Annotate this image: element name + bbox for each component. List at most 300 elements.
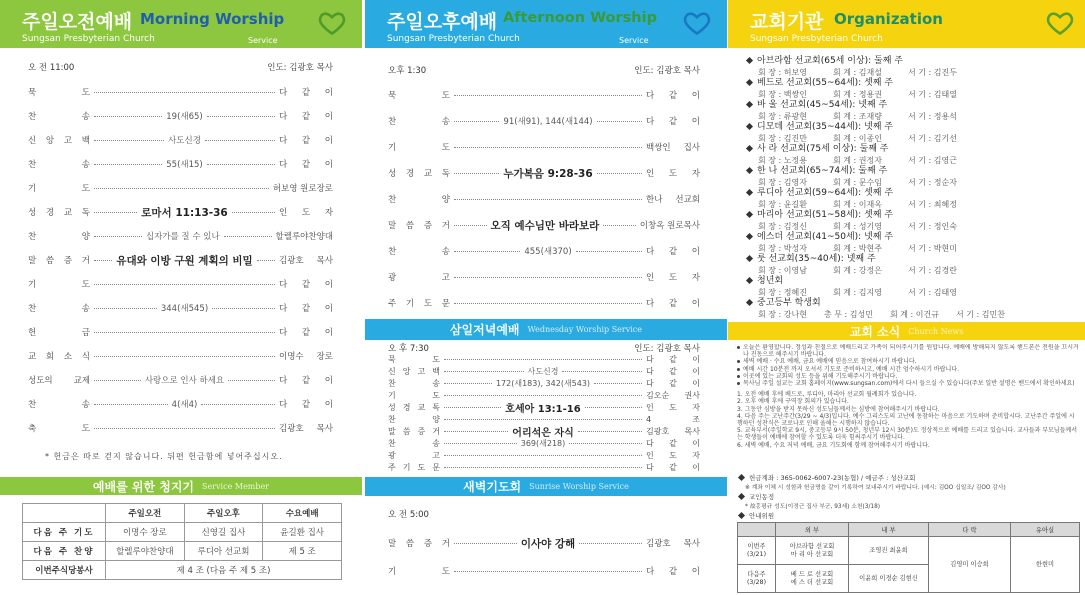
row-leader: 다 같 이 (646, 299, 700, 309)
wednesday-order-of-service (388, 353, 700, 473)
bullet-icon (737, 346, 740, 349)
program-row (388, 557, 700, 585)
program-row (388, 108, 700, 134)
dot-leader (444, 395, 642, 396)
diamond-icon (746, 144, 753, 151)
ushers-table (737, 522, 1080, 593)
row-leader: 다 같 이 (279, 160, 334, 170)
row-label: 신 앙 고 백 (28, 136, 90, 146)
dot-leader (94, 116, 162, 117)
officer: 회 계 : 조재량 (833, 112, 882, 121)
program-row (28, 176, 333, 200)
row-item: 55(새15) (166, 160, 203, 170)
offering-account-label: 헌금계좌 : 365-0062-6007-23(농협) / 예금주 : 성산교회 (749, 474, 916, 482)
afternoon-time: 오후 1:30 (388, 66, 427, 76)
news-numbered-item: 5. 교육부서(주일학교 9시, 중고등부 9시 50분, 청년부 12시 30분)도 정상적으로 예배를 드리고 있습니다. 교사들과 부모님들께서는 학생들이 예배에 참여할 수 있도록 더욱 힘써주시기 바랍니다. (737, 427, 1077, 442)
dot-leader (444, 455, 642, 456)
stewards-table (22, 503, 342, 580)
officer: 서 기 : 김기선 (908, 134, 957, 143)
officer: 회 계 : 성기영 (833, 222, 882, 231)
officer: 회 계 : 권정자 (833, 156, 882, 165)
table-cell: 루디아 선교회 (184, 542, 263, 561)
group-name: 마리아 선교회(51~58세): 셋째 주 (757, 210, 894, 220)
row-label: 찬 양 (388, 414, 440, 424)
dot-leader (585, 407, 642, 408)
row-leader: 다 같 이 (646, 117, 701, 127)
table-cell: 제 5 조 (263, 542, 342, 561)
program-row (388, 401, 700, 413)
program-row (28, 104, 333, 128)
table-header-row (23, 504, 342, 523)
dot-leader (94, 404, 168, 405)
dot-leader (444, 407, 501, 408)
officer: 회 계 : 이건규 (890, 310, 939, 319)
dot-leader (94, 92, 275, 93)
row-label: 찬 송 (388, 117, 450, 127)
program-row (388, 449, 700, 461)
row-leader: 김광호 목사 (279, 256, 333, 266)
news-numbered-item: 4. 다음 주는 고난주간(3/29 ~ 4/3)입니다. 예수 그리스도의 고난에 동참하는 마음으로 기도하며 준비합시다. 고난주간 주일에 시행하던 성찬식은 코로나로 인해 올해는 시행하지 않습니다. (737, 412, 1075, 428)
dot-leader (94, 140, 164, 141)
program-row (28, 416, 333, 440)
row-leader: 이창옥 원로목사 (639, 221, 700, 231)
group-officers (745, 133, 1080, 144)
afternoon-title-ko: 주일오후예배 (387, 11, 498, 33)
officer: 회 계 : 김재설 (833, 68, 882, 77)
row-leader: 다 같 이 (279, 376, 333, 386)
table-header: 유아실 (1011, 523, 1080, 537)
officer: 서 기 : 김민찬 (956, 310, 1005, 319)
group-name: 루디아 선교회(59~64세): 셋째 주 (757, 188, 894, 198)
program-row (28, 128, 333, 152)
row-leader: 김광호 목사 (646, 539, 700, 549)
diamond-icon (746, 56, 753, 63)
morning-title-ko: 주일오전예배 (22, 11, 133, 33)
dot-leader (454, 173, 499, 174)
news-text: 새벽 예배 · 수요 예배, 금요 예배에 믿음으로 참여하시기 바랍니다. (743, 358, 917, 366)
church-name: Sungsan Presbyterian Church (750, 34, 883, 44)
stewards-title-ko: 예배를 위한 청지기 (92, 479, 194, 494)
row-leader: 다 같 이 (279, 400, 334, 410)
program-row (28, 152, 333, 176)
row-label: 찬 양 (388, 195, 450, 205)
row-label: 찬 송 (28, 112, 90, 122)
dawn-order-of-service (388, 529, 700, 585)
row-item: 344(새545) (160, 304, 209, 314)
row-label: 주 기 도 문 (388, 462, 440, 472)
bullet-icon (737, 360, 740, 363)
news-numbered-item: 3. 그동안 심방을 받지 못하신 성도님들께서는 심방에 참여해주시기 바랍니다. (737, 405, 940, 413)
outer-ushers: 아브라함 선교회 마 리 아 선교회 (776, 537, 849, 565)
officer: 회 장 : 김영자 (758, 178, 807, 187)
morning-service-label: Service (248, 36, 278, 45)
officer: 서 기 : 김경란 (908, 266, 957, 275)
diamond-icon (746, 276, 753, 283)
program-row (28, 296, 333, 320)
table-header: 주일오후 (184, 504, 263, 523)
dot-leader (454, 303, 642, 304)
dot-leader (454, 251, 520, 252)
officer: 서 기 : 김태열 (908, 90, 957, 99)
table-header: 주일오전 (106, 504, 185, 523)
row-leader: 다 같 이 (279, 280, 333, 290)
row-item: 455(새370) (524, 247, 572, 257)
row-item: 유대와 이방 구원 계획의 비밀 (116, 254, 253, 267)
dot-leader (454, 225, 487, 226)
row-item: 4(새4) (171, 400, 198, 410)
group-officers (745, 265, 1080, 276)
officer: 회 장 : 이영남 (758, 266, 807, 275)
row-label: 기 도 (28, 280, 90, 290)
dot-leader (454, 147, 642, 148)
officer: 회 장 : 박성자 (758, 244, 807, 253)
row-label: 교 회 소 식 (28, 352, 90, 362)
officer: 회 장 : 허보영 (758, 68, 807, 77)
news-item (737, 380, 1080, 387)
member-news-label: 교인동정 (749, 493, 775, 501)
row-leader: 한나 선교회 (646, 195, 700, 205)
row-leader: 다 같 이 (646, 91, 700, 101)
dot-leader (94, 236, 142, 237)
row-label: 성도의 교제 (28, 376, 90, 386)
row-leader: 김오순 권사 (646, 390, 700, 400)
morning-time-row (28, 61, 333, 73)
row-leader: 다 같 이 (646, 462, 700, 472)
program-row (388, 290, 700, 316)
officer: 회 계 : 이재옥 (833, 200, 882, 209)
news-item (737, 373, 1080, 380)
dot-leader (594, 383, 642, 384)
row-label: 헌 금 (28, 328, 90, 338)
dot-leader (454, 95, 642, 96)
news-bullets (737, 344, 1080, 387)
group-title (745, 100, 1080, 111)
dot-leader (454, 543, 517, 544)
row-item: 172(새183), 342(새543) (495, 378, 591, 388)
member-news-item: * 故홍평규 성도(이정근 집사 부군, 93세) 소천(3/18) (745, 504, 881, 510)
group-officers (745, 177, 1080, 188)
program-row (388, 134, 700, 160)
group-officers (745, 287, 1080, 298)
program-row (28, 368, 333, 392)
row-label: 성 경 교 독 (388, 402, 440, 412)
diamond-icon (746, 188, 753, 195)
dot-leader (207, 116, 275, 117)
news-numbered (737, 391, 1080, 449)
table-cell: 윤길환 집사 (263, 523, 342, 542)
morning-leader: 인도: 김광호 목사 (267, 63, 333, 73)
nursery-ushers: 한현미 (1011, 537, 1080, 593)
heart-icon (683, 9, 711, 37)
group-name: 바 울 선교회(45~54세): 넷째 주 (757, 100, 888, 110)
group-officers (745, 221, 1080, 232)
row-label: 묵 도 (388, 91, 450, 101)
diamond-icon (746, 210, 753, 217)
dot-leader (454, 571, 642, 572)
offering-account (737, 473, 1080, 491)
officer: 서 기 : 김태영 (908, 288, 957, 297)
officer: 서 기 : 김진두 (908, 68, 957, 77)
officer: 서 기 : 김영근 (908, 156, 957, 165)
program-row (388, 365, 700, 377)
morning-header (0, 0, 362, 48)
table-row (23, 561, 342, 580)
program-row (28, 392, 333, 416)
officer: 회 계 : 정용권 (833, 90, 882, 99)
group-name: 베드로 선교회(55~64세): 셋째 주 (757, 78, 894, 88)
offering-note: * 헌금은 따로 걷지 않습니다. 뒤편 헌금함에 넣어주십시오. (45, 452, 283, 461)
dawn-band (365, 477, 727, 496)
row-label: 말 씀 증 거 (28, 256, 90, 266)
program-row (388, 82, 700, 108)
row-leader: 할렐루야찬양대 (275, 232, 333, 242)
organization-title-ko: 교회기관 (750, 11, 824, 33)
bullet-icon (737, 368, 740, 371)
row-item: 91(새91), 144(새144) (503, 117, 593, 127)
row-item: 369(새218) (520, 438, 566, 448)
row-leader: 인 도 자 (646, 402, 700, 412)
row-leader: 다 같 이 (279, 328, 333, 338)
morning-order-of-service (28, 80, 333, 440)
row-leader: 인 도 자 (646, 450, 700, 460)
organization-panel (728, 0, 1085, 595)
church-news (737, 344, 1080, 470)
group-officers (745, 309, 1080, 320)
program-row (28, 320, 333, 344)
news-band (728, 322, 1085, 340)
row-item: 로마서 11:13-36 (141, 206, 228, 219)
officer: 회 계 : 김지영 (833, 288, 882, 297)
program-row (388, 425, 700, 437)
row-leader: 인 도 자 (646, 273, 700, 283)
officer: 회 장 : 백쌍인 (758, 90, 807, 99)
officer: 회 장 : 윤길환 (758, 200, 807, 209)
group-officers (745, 155, 1080, 166)
wednesday-title-ko: 삼일저녁예배 (449, 323, 520, 337)
dawn-time-row (388, 508, 700, 520)
group-title (745, 56, 1080, 67)
row-leader: 다 같 이 (279, 88, 333, 98)
dot-leader (576, 251, 642, 252)
program-row (388, 461, 700, 473)
news-title-ko: 교회 소식 (849, 324, 901, 339)
dot-leader (444, 431, 508, 432)
week-label: 이번주 (3/21) (738, 537, 776, 565)
group-title (745, 210, 1080, 221)
ushers-heading (737, 511, 1080, 520)
week-label: 다음주 (3/28) (738, 565, 776, 593)
dot-leader (94, 308, 157, 309)
officer: 회 계 : 강정은 (833, 266, 882, 275)
dawn-title-ko: 새벽기도회 (463, 480, 522, 494)
group-name: 디모데 선교회(35~44세): 넷째 주 (757, 122, 894, 132)
diamond-icon (738, 493, 745, 500)
program-row (28, 80, 333, 104)
afternoon-time-row (388, 64, 700, 76)
row-label: 기 도 (388, 143, 450, 153)
program-row (388, 212, 700, 238)
ushers-label: 안내위원 (749, 512, 775, 520)
program-row (28, 344, 333, 368)
row-label: 말 씀 증 거 (388, 221, 450, 231)
row-leader: 다 같 이 (279, 304, 334, 314)
officer: 회 장 : 강나현 (758, 310, 807, 319)
row-item: 사도신경 (168, 136, 201, 146)
row-leader: 다 같 이 (646, 247, 701, 257)
row-label: 말 씀 증 거 (388, 539, 450, 549)
group-title (745, 78, 1080, 89)
morning-title-en: Morning Worship (140, 10, 285, 28)
group-name: 에스더 선교회(41~50세): 넷째 주 (757, 232, 894, 242)
row-label: 이번주식당봉사 (23, 561, 106, 580)
row-label: 찬 송 (388, 247, 450, 257)
row-label: 신 앙 고 백 (388, 366, 440, 376)
row-label: 다음 주 기도 (23, 523, 106, 542)
dawn-time: 오 전 5:00 (388, 510, 429, 520)
wednesday-time: 오 후 7:30 (388, 344, 429, 354)
dot-leader (257, 260, 275, 261)
program-row (388, 238, 700, 264)
member-news (737, 492, 1080, 510)
wednesday-band (365, 319, 727, 340)
row-label: 광 고 (388, 450, 440, 460)
group-title (745, 188, 1080, 199)
row-label: 기 도 (28, 184, 90, 194)
afternoon-worship-panel (365, 0, 727, 595)
row-leader: 인 도 자 (279, 208, 334, 218)
group-officers (745, 89, 1080, 100)
row-leader: 다 같 이 (646, 438, 701, 448)
dot-leader (569, 443, 642, 444)
row-item: 호세아 13:1-16 (505, 403, 581, 415)
afternoon-order-of-service (388, 82, 700, 316)
dot-leader (224, 236, 272, 237)
row-item: 누가복음 9:28-36 (503, 167, 593, 180)
table-cell: 신영길 집사 (184, 523, 263, 542)
officer: 서 기 : 정용석 (908, 112, 957, 121)
news-text: 목사님 주일 설교는 교회 홈페이지(www.sungsan.com)에서 다시 들으실 수 있습니다(주보 일반 설명은 밴드에서 확인하세요) (743, 380, 1075, 388)
wednesday-title-en: Wednesday Worship Service (527, 325, 643, 334)
dot-leader (94, 428, 275, 429)
row-leader: 다 같 이 (646, 366, 701, 376)
group-title (745, 166, 1080, 177)
dot-leader (94, 212, 137, 213)
news-text: 이곳에 있는 교회의 성도 등을 위해 기도해주시기 바랍니다. (743, 372, 898, 380)
row-item: 십자가를 질 수 있나 (145, 232, 220, 242)
row-leader: 허보영 원로장로 (272, 184, 333, 194)
row-label: 성 경 교 독 (28, 208, 90, 218)
row-leader: 김광호 목사 (279, 424, 333, 434)
group-name: 사 라 선교회(75세 이상): 둘째 주 (757, 144, 889, 154)
group-officers (745, 199, 1080, 210)
row-label: 찬 송 (28, 160, 90, 170)
row-leader: 다 같 이 (279, 136, 334, 146)
row-label: 찬 송 (388, 438, 440, 448)
program-row (388, 529, 700, 557)
row-item: 사랑으로 인사 하세요 (144, 376, 225, 386)
row-leader: 인 도 자 (646, 169, 701, 179)
morning-time: 오 전 11:00 (28, 63, 75, 73)
program-row (28, 248, 333, 272)
diamond-icon (746, 100, 753, 107)
dot-leader (597, 121, 642, 122)
offering-account-note: ※ 계좌 이체 시 성함과 헌금명을 같이 기록하여 보내주시기 바랍니다. (예시: 김OO 십일조/ 김OO 감사) (745, 485, 1006, 491)
table-header: 다 락 (929, 523, 1011, 537)
dot-leader (603, 225, 636, 226)
row-leader: 김광호 목사 (646, 426, 701, 436)
stewards-title-en: Service Member (202, 481, 270, 491)
stewards-band (0, 477, 362, 495)
program-row (28, 200, 333, 224)
officer: 서 기 : 정순자 (908, 178, 957, 187)
dot-leader (94, 332, 275, 333)
row-label: 찬 송 (28, 304, 90, 314)
dot-leader (454, 199, 642, 200)
row-label: 축 도 (28, 424, 90, 434)
news-numbered-item: 2. 오후 예배 후에 구역장 회의가 있습니다. (737, 398, 849, 406)
dot-leader (94, 164, 162, 165)
group-name: 한 나 선교회(65~74세): 둘째 주 (757, 166, 888, 176)
news-item (737, 344, 1080, 358)
officer: 총 무 : 김성민 (824, 310, 873, 319)
table-header: 내 부 (849, 523, 929, 537)
group-title (745, 254, 1080, 265)
diamond-icon (746, 78, 753, 85)
dot-leader (232, 212, 275, 213)
officer: 회 장 : 노정용 (758, 156, 807, 165)
morning-worship-panel (0, 0, 362, 595)
program-row (388, 264, 700, 290)
dot-leader (94, 284, 275, 285)
dawn-title-en: Sunrise Worship Service (529, 482, 629, 491)
row-leader: 4 조 (646, 414, 700, 424)
group-title (745, 122, 1080, 133)
program-row (388, 437, 700, 449)
officer: 서 기 : 박현미 (908, 244, 957, 253)
bullet-icon (737, 382, 740, 385)
dot-leader (212, 308, 275, 309)
heart-icon (318, 9, 346, 37)
dot-leader (444, 371, 524, 372)
table-header: 외 부 (776, 523, 849, 537)
dot-leader (444, 383, 492, 384)
dot-leader (228, 380, 275, 381)
table-row (23, 523, 342, 542)
row-item: 이사야 강해 (520, 537, 576, 550)
row-item: 어리석은 자식 (512, 427, 574, 439)
table-cell: 이명수 장로 (106, 523, 185, 542)
row-label: 묵 도 (388, 354, 440, 364)
row-item: 19(새65) (166, 112, 203, 122)
group-officers (745, 243, 1080, 254)
church-name: Sungsan Presbyterian Church (387, 34, 520, 44)
dot-leader (94, 380, 141, 381)
organization-list (745, 56, 1080, 320)
dot-leader (444, 467, 642, 468)
group-name: 청년회 (757, 276, 784, 286)
inner-ushers: 조영진 최윤희 (849, 537, 929, 565)
program-row (28, 272, 333, 296)
heart-icon (1046, 9, 1074, 37)
officer: 서 기 : 최혜정 (908, 200, 957, 209)
table-cell: 제 4 조 (다음 주 제 5 조) (106, 561, 342, 580)
dot-leader (562, 371, 642, 372)
row-leader: 이명수 장로 (279, 352, 333, 362)
table-row (738, 537, 1080, 565)
dot-leader (444, 419, 642, 420)
program-row (388, 353, 700, 365)
officer: 회 장 : 김정신 (758, 222, 807, 231)
